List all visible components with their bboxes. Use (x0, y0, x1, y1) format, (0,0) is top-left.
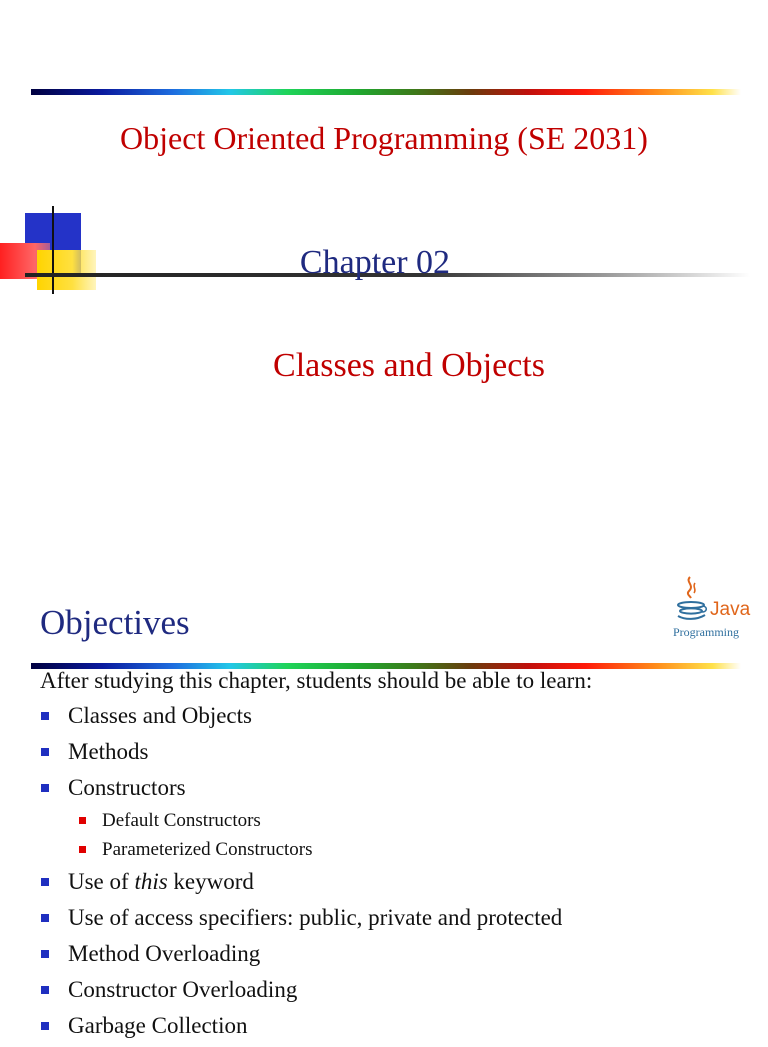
decor-vertical-line (52, 206, 54, 294)
intro-text: After studying this chapter, students should be able to learn: (40, 668, 593, 693)
java-logo-word: Java (710, 599, 751, 620)
list-item (40, 867, 562, 897)
list-item (40, 737, 562, 767)
sub-list-item (76, 809, 562, 833)
objectives-slide (0, 535, 768, 1038)
square-bullet-icon (41, 1022, 49, 1030)
list-item-label: Methods (68, 739, 149, 764)
objectives-list (40, 701, 562, 1047)
list-item-label: Parameterized Constructors (102, 839, 313, 860)
list-item-label: Garbage Collection (68, 1013, 248, 1038)
list-item-label: Constructor Overloading (68, 977, 298, 1002)
square-bullet-icon (41, 748, 49, 756)
java-logo (668, 575, 754, 641)
list-item (40, 1011, 562, 1041)
square-bullet-icon (79, 846, 86, 853)
list-item-label: Use of access specifiers: public, private and protected (68, 905, 563, 930)
list-item (40, 773, 562, 803)
slide-subtitle: Classes and Objects (273, 347, 545, 384)
rainbow-divider (31, 89, 741, 95)
java-logo-subtext: Programming (673, 625, 739, 639)
list-item (40, 903, 562, 933)
list-item-keyword: this (134, 869, 168, 894)
list-item-label: Classes and Objects (68, 703, 252, 728)
objectives-heading: Objectives (40, 603, 190, 642)
list-item-label-prefix: Use of (68, 869, 135, 894)
sub-list-item (76, 838, 562, 862)
list-item-label: Default Constructors (102, 810, 261, 831)
square-bullet-icon (41, 878, 49, 886)
square-bullet-icon (41, 784, 49, 792)
course-title: Object Oriented Programming (SE 2031) (120, 120, 648, 156)
list-item-label: Method Overloading (68, 941, 261, 966)
square-bullet-icon (79, 817, 86, 824)
square-bullet-icon (41, 914, 49, 922)
list-item (40, 701, 562, 731)
decor-yellow-square (37, 250, 96, 290)
square-bullet-icon (41, 950, 49, 958)
square-bullet-icon (41, 986, 49, 994)
square-bullet-icon (41, 712, 49, 720)
list-item (40, 975, 562, 1005)
list-item-label-suffix: keyword (167, 869, 254, 894)
list-item (40, 939, 562, 969)
list-item-label: Constructors (68, 775, 186, 800)
chapter-title: Chapter 02 (299, 244, 451, 281)
java-cup-icon (673, 575, 709, 625)
